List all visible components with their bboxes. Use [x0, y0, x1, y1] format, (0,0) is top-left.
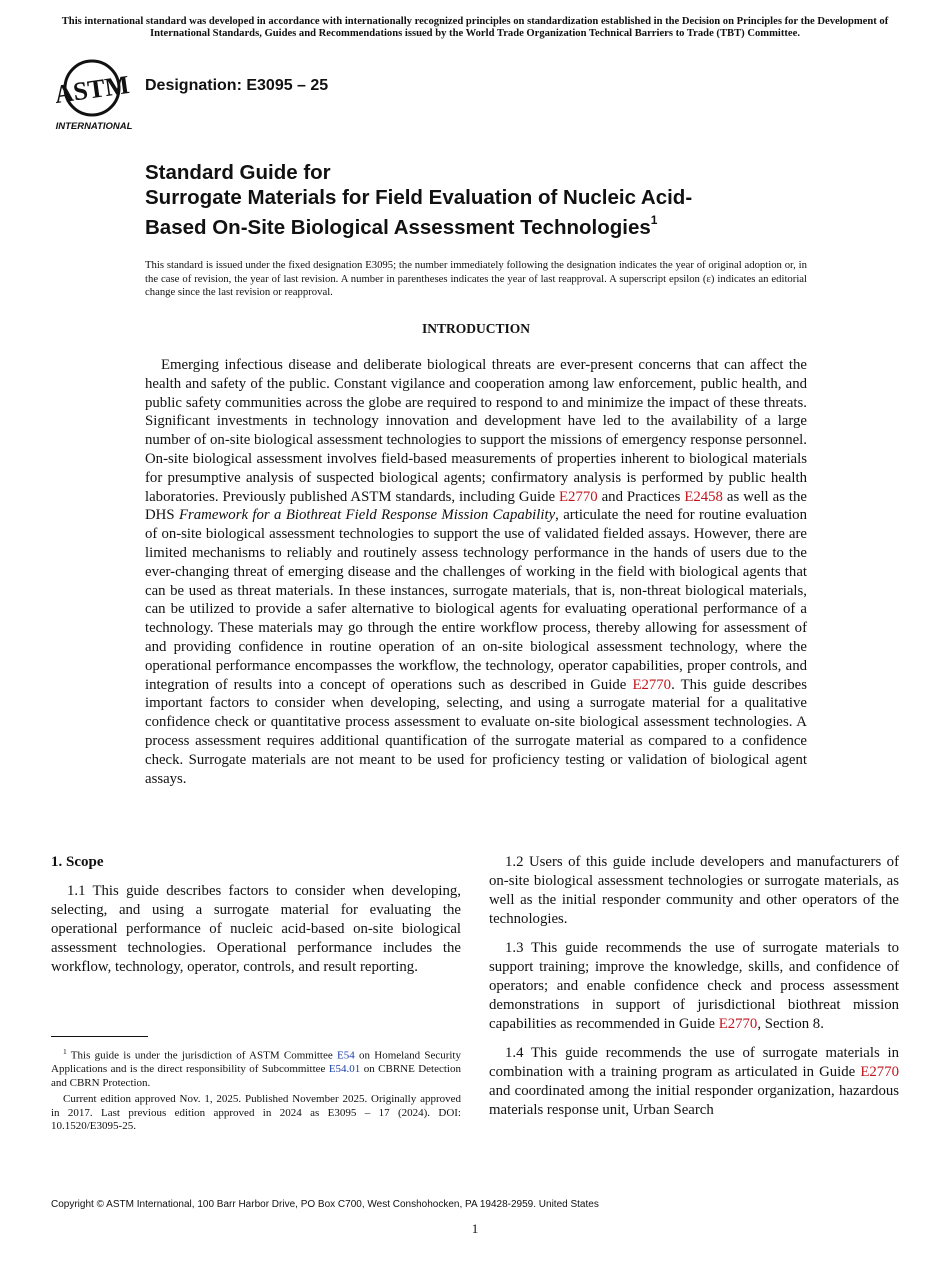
link-e2770[interactable]: E2770 [559, 488, 598, 505]
title-line-2: Surrogate Materials for Field Evaluation of Nucleic Acid- [145, 186, 693, 209]
section-1-3 [489, 939, 899, 1034]
document-title [145, 160, 865, 240]
section-1-3-text-a: 1.3 This guide recommends the use of surrogate materials to support training; improve the knowledge, skills, and confidence of operators; and enable confidence check and process assessment demonstrations in support of jurisdictional biothreat mission capabilities as recommended in Guide [489, 940, 899, 1032]
astm-logo [52, 54, 136, 132]
footnote-2: Current edition approved Nov. 1, 2025. Published November 2025. Originally approved in 2017. Last previous edition approved in 2024 as E3095 – 17 (2024). DOI: 10.1520/E3095-25. [51, 1093, 461, 1133]
introduction-heading: INTRODUCTION [421, 321, 530, 336]
footnote-1 [51, 1045, 461, 1090]
link-e2770[interactable]: E2770 [718, 1016, 758, 1032]
designation [145, 77, 328, 95]
link-e54[interactable]: E54 [337, 1049, 355, 1062]
section-1-4-text-a: 1.4 This guide recommends the use of surrogate materials in combination with a training program as articulated in Guide [489, 1045, 899, 1080]
intro-text-e: . This guide describes important factors to consider when developing, selecting, and using a surrogate material for a qualitative confidence check or quantitative process assessment to evaluate on-site biological assessment technologies. A process assessment requires additional quantification of the surrogate material as compared to a confidence check. Surrogate materials are not meant to be used for proficiency testing or validation of biological agent assays. [145, 676, 807, 787]
copyright-notice: Copyright © ASTM International, 100 Barr Harbor Drive, PO Box C700, West Conshohocken, PA 19428-2959. United States [51, 1199, 599, 1210]
section-1-2: 1.2 Users of this guide include developers and manufacturers of on-site biological assessment technologies or surrogate materials, as well as the initial responder community and other operators of the technologies. [489, 854, 899, 927]
title-line-3 [145, 210, 865, 240]
footnote-1-text-a: This guide is under the jurisdiction of ASTM Committee [66, 1049, 338, 1062]
scope-heading: 1. Scope [51, 854, 104, 870]
page-number: 1 [471, 1221, 479, 1236]
intro-text-b: and Practices [597, 488, 685, 505]
link-e2770[interactable]: E2770 [632, 676, 672, 693]
link-e2458[interactable]: E2458 [684, 488, 723, 505]
title-line-3-text: Based On-Site Biological Assessment Technologies [145, 215, 651, 239]
footnote-1-text-c: on CBRNE Detection and CBRN Protection. [51, 1063, 461, 1089]
link-e54-01[interactable]: E54.01 [328, 1063, 361, 1076]
section-1-3-text-b: , Section 8. [757, 1016, 824, 1032]
title-footnote-mark: 1 [650, 213, 658, 227]
logo-subtext: INTERNATIONAL [55, 121, 133, 132]
designation-value: E3095 – 25 [246, 77, 329, 94]
section-1-1: 1.1 This guide describes factors to consider when developing, selecting, and using a surrogate material for evaluating the operational performance of nucleic acid-based on-site biological assessment technologies. Operational performance includes the workflow, technology, operator, controls, and result reporting. [51, 883, 461, 975]
section-1-4 [489, 1044, 899, 1120]
footnote-mark: 1 [63, 1047, 67, 1056]
title-line-1: Standard Guide for [145, 161, 331, 184]
section-1-4-text-b: and coordinated among the initial responder organization, hazardous materials response unit, Urban Search [489, 1083, 899, 1118]
footnotes [51, 1045, 461, 1137]
right-column [489, 853, 899, 1130]
issuance-note: This standard is issued under the fixed designation E3095; the number immediately following the designation indicates the year of original adoption or, in the case of revision, the year of last revision. A number in parentheses indicates the year of last reapproval. A superscript epsilon (ε) indicates an editorial change since the last revision or reapproval. [145, 259, 807, 298]
footnote-divider [51, 1036, 148, 1037]
intro-text-a: Emerging infectious disease and deliberate biological threats are ever-present concerns that can affect the health and safety of the public. Constant vigilance and cooperation among law enforcement, public health, and public safety communities across the globe are required to respond to and minimize the impact of these threats. Significant investments in technology innovation and development have led to the availability of a large number of on-site biological assessment technologies to support the missions of emergency response personnel. On-site biological assessment involves field-based measurements of properties inherent to biological materials for presumptive analysis of suspected biological agents; confirmatory analysis is performed by public health laboratories. Previously published ASTM standards, including Guide [145, 357, 807, 505]
designation-label: Designation: [145, 77, 242, 94]
logo-text: ASTM [52, 69, 132, 110]
dhs-framework-title: Framework for a Biothreat Field Response Mission Capability [178, 507, 556, 524]
wto-notice: This international standard was developed in accordance with internationally recognized principles on standardization established in the Decision on Principles for the Development of International Standards, Guides and Recommendations issued by the World Trade Organization Technical Barriers to Trade (TBT) Committee. [61, 16, 889, 39]
intro-text-d: , articulate the need for routine evaluation of on-site biological assessment technologies to support the use of validated fielded assays. However, there are limited mechanisms to reliably and routinely assess technology performance in the hands of users due to the ever-changing threat of emerging disease and the challenges of working in the field with biological agents that can be used as threat materials. In these instances, surrogate materials, that is, non-threat biological materials, can be utilized to provide a safer alternative to biological agents for evaluating operational performance of a technology. These materials may go through the entire workflow process, thereby allowing for assessment of and providing confidence in routine operation of an on-site biological assessment technology, where the operational performance encompasses the workflow, the technology, operator capabilities, proper controls, and integration of results into a concept of operations such as described in Guide [145, 507, 807, 693]
link-e2770[interactable]: E2770 [860, 1064, 899, 1080]
introduction-paragraph [145, 356, 807, 788]
footnote-1-text-b: on Homeland Security Applications and is the direct responsibility of Subcommittee [51, 1049, 461, 1076]
left-column [51, 853, 461, 987]
intro-text-c: as well as the DHS [145, 488, 807, 524]
